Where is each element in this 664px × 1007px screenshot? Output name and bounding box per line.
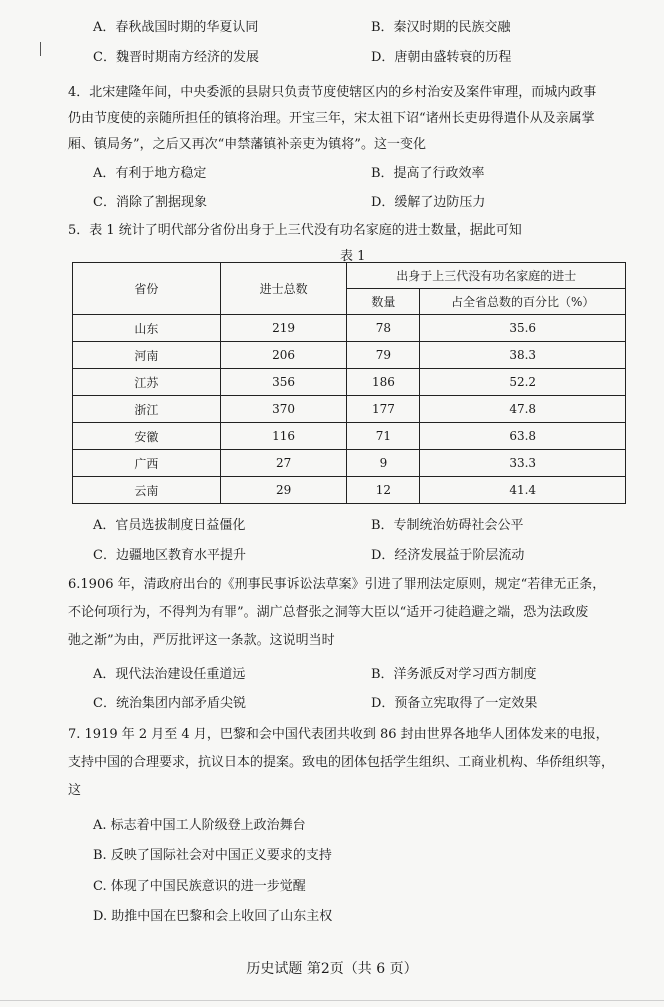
cell-percent: 35.6 xyxy=(420,315,626,342)
q4-option-b: B．提高了行政效率 xyxy=(371,166,485,181)
page-footer: 历史试题 第2页（共 6 页） xyxy=(246,961,418,977)
q3-option-d: D．唐朝由盛转衰的历程 xyxy=(371,50,512,65)
q6-option-d: D．预备立宪取得了一定效果 xyxy=(371,696,538,711)
cell-percent: 38.3 xyxy=(420,342,626,369)
header-province: 省份 xyxy=(73,263,221,315)
cell-total: 27 xyxy=(220,450,347,477)
q4-option-c: C．消除了割据现象 xyxy=(93,195,207,210)
cell-percent: 33.3 xyxy=(420,450,626,477)
table-row xyxy=(73,423,626,450)
q7-option-b: B. 反映了国际社会对中国正义要求的支持 xyxy=(93,848,332,863)
q7-stem-line-1: 7. 1919 年 2 月至 4 月，巴黎和会中国代表团共收到 86 封由世界各地华人团体发来的电报， xyxy=(68,727,609,742)
q3-option-a: A．春秋战国时期的华夏认同 xyxy=(93,20,259,35)
q7-stem-line-3: 这 xyxy=(68,783,82,798)
cell-total: 370 xyxy=(220,396,347,423)
cell-province: 安徽 xyxy=(73,423,221,450)
cell-province: 广西 xyxy=(73,450,221,477)
cell-total: 29 xyxy=(220,477,347,504)
q5-option-a: A．官员选拔制度日益僵化 xyxy=(93,518,246,533)
cell-total: 206 xyxy=(220,342,347,369)
q6-option-b: B．洋务派反对学习西方制度 xyxy=(371,667,537,682)
cell-count: 9 xyxy=(347,450,420,477)
cell-count: 78 xyxy=(347,315,420,342)
table-row xyxy=(73,477,626,504)
cell-total: 116 xyxy=(220,423,347,450)
jinshi-table xyxy=(72,262,626,504)
cell-count: 186 xyxy=(347,369,420,396)
table-row xyxy=(73,342,626,369)
q7-option-a: A. 标志着中国工人阶级登上政治舞台 xyxy=(93,818,306,833)
q5-option-d: D．经济发展益于阶层流动 xyxy=(371,548,525,563)
header-total: 进士总数 xyxy=(220,263,347,315)
q7-option-d: D. 助推中国在巴黎和会上收回了山东主权 xyxy=(93,909,333,924)
cell-province: 江苏 xyxy=(73,369,221,396)
cell-percent: 52.2 xyxy=(420,369,626,396)
cell-count: 79 xyxy=(347,342,420,369)
header-group: 出身于上三代没有功名家庭的进士 xyxy=(347,263,626,289)
q5-stem: 5．表 1 统计了明代部分省份出身于上三代没有功名家庭的进士数量，据此可知 xyxy=(68,223,522,238)
cell-percent: 41.4 xyxy=(420,477,626,504)
q6-stem-line-1: 6.1906 年，清政府出台的《刑事民事诉讼法草案》引进了罪刑法定原则，规定“若律无正条， xyxy=(68,577,606,592)
q6-stem-line-2: 不论何项行为，不得判为有罪”。湖广总督张之洞等大臣以“适开刁徒趋避之端，恐为法政废 xyxy=(68,605,589,620)
q4-stem-line-1: 4．北宋建隆年间，中央委派的县尉只负责节度使辖区内的乡村治安及案件审理，而城内政事 xyxy=(68,85,597,100)
table-caption: 表 1 xyxy=(340,249,366,264)
q4-stem-line-2: 仍由节度使的亲随所担任的镇将治理。开宝三年，宋太祖下诏“诸州长吏毋得遣仆从及亲属掌 xyxy=(68,111,595,126)
cell-count: 177 xyxy=(347,396,420,423)
bottom-rule xyxy=(0,1000,664,1001)
table-row xyxy=(73,396,626,423)
q6-stem-line-3: 弛之渐”为由，严厉批评这一条款。这说明当时 xyxy=(68,633,335,648)
table-row xyxy=(73,315,626,342)
cell-percent: 63.8 xyxy=(420,423,626,450)
q3-option-b: B．秦汉时期的民族交融 xyxy=(371,20,511,35)
cell-count: 71 xyxy=(347,423,420,450)
cell-total: 356 xyxy=(220,369,347,396)
q5-option-b: B．专制统治妨碍社会公平 xyxy=(371,518,524,533)
q6-option-c: C．统治集团内部矛盾尖锐 xyxy=(93,696,246,711)
q4-option-a: A．有利于地方稳定 xyxy=(93,166,207,181)
cell-total: 219 xyxy=(220,315,347,342)
q7-stem-line-2: 支持中国的合理要求，抗议日本的提案。致电的团体包括学生组织、工商业机构、华侨组织等， xyxy=(68,755,615,770)
margin-mark xyxy=(40,42,41,56)
q6-option-a: A．现代法治建设任重道远 xyxy=(93,667,246,682)
cell-province: 河南 xyxy=(73,342,221,369)
cell-percent: 47.8 xyxy=(420,396,626,423)
table-row xyxy=(73,369,626,396)
cell-province: 浙江 xyxy=(73,396,221,423)
header-count: 数量 xyxy=(347,289,420,315)
cell-province: 山东 xyxy=(73,315,221,342)
table-row xyxy=(73,450,626,477)
q4-stem-line-3: 厢、镇局务”，之后又再次“申禁藩镇补亲吏为镇将”。这一变化 xyxy=(68,137,426,152)
cell-province: 云南 xyxy=(73,477,221,504)
cell-count: 12 xyxy=(347,477,420,504)
q5-option-c: C．边疆地区教育水平提升 xyxy=(93,548,246,563)
q3-option-c: C．魏晋时期南方经济的发展 xyxy=(93,50,259,65)
q7-option-c: C. 体现了中国民族意识的进一步觉醒 xyxy=(93,879,306,894)
q4-option-d: D．缓解了边防压力 xyxy=(371,195,486,210)
header-percent: 占全省总数的百分比（%） xyxy=(420,289,626,315)
